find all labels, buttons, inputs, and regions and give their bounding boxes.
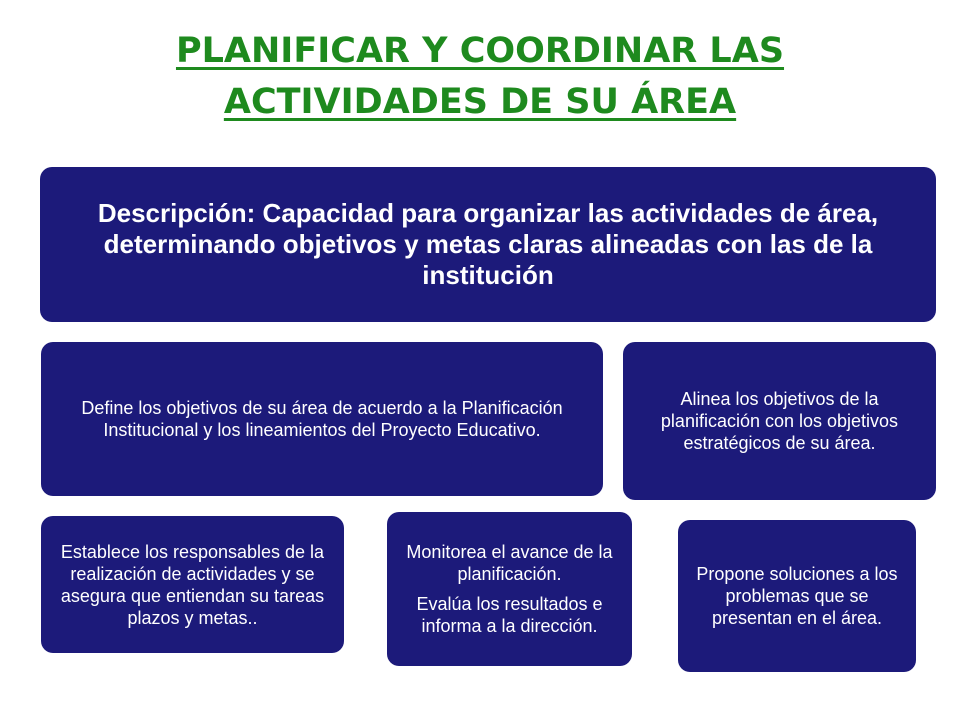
description-text: Descripción: Capacidad para organizar las actividades de área, determinando objetivos y metas claras alineadas con las de la institución <box>97 198 879 290</box>
assign-responsibles-box <box>41 516 344 653</box>
define-objectives-text: Define los objetivos de su área de acuerdo a la Planificación Institucional y los lineamientos del Proyecto Educativo. <box>81 398 563 440</box>
description-box <box>40 167 936 322</box>
monitor-evaluate-box <box>387 512 632 666</box>
propose-solutions-box <box>678 520 916 672</box>
align-objectives-text: Alinea los objetivos de la planificación con los objetivos estratégicos de su área. <box>660 389 899 453</box>
monitor-text: Monitorea el avance de la planificación. <box>406 542 613 584</box>
align-objectives-box <box>623 342 936 500</box>
page-title <box>0 26 960 128</box>
propose-solutions-text: Propone soluciones a los problemas que se presentan en el área. <box>696 564 898 628</box>
title-line-1: PLANIFICAR Y COORDINAR LAS <box>175 31 785 71</box>
assign-responsibles-text: Establece los responsables de la realización de actividades y se asegura que entiendan su tareas plazos y metas.. <box>60 541 325 628</box>
define-objectives-box <box>41 342 603 496</box>
evaluate-text: Evalúa los resultados e informa a la dirección. <box>416 594 603 636</box>
title-line-2: ACTIVIDADES DE SU ÁREA <box>223 82 737 122</box>
